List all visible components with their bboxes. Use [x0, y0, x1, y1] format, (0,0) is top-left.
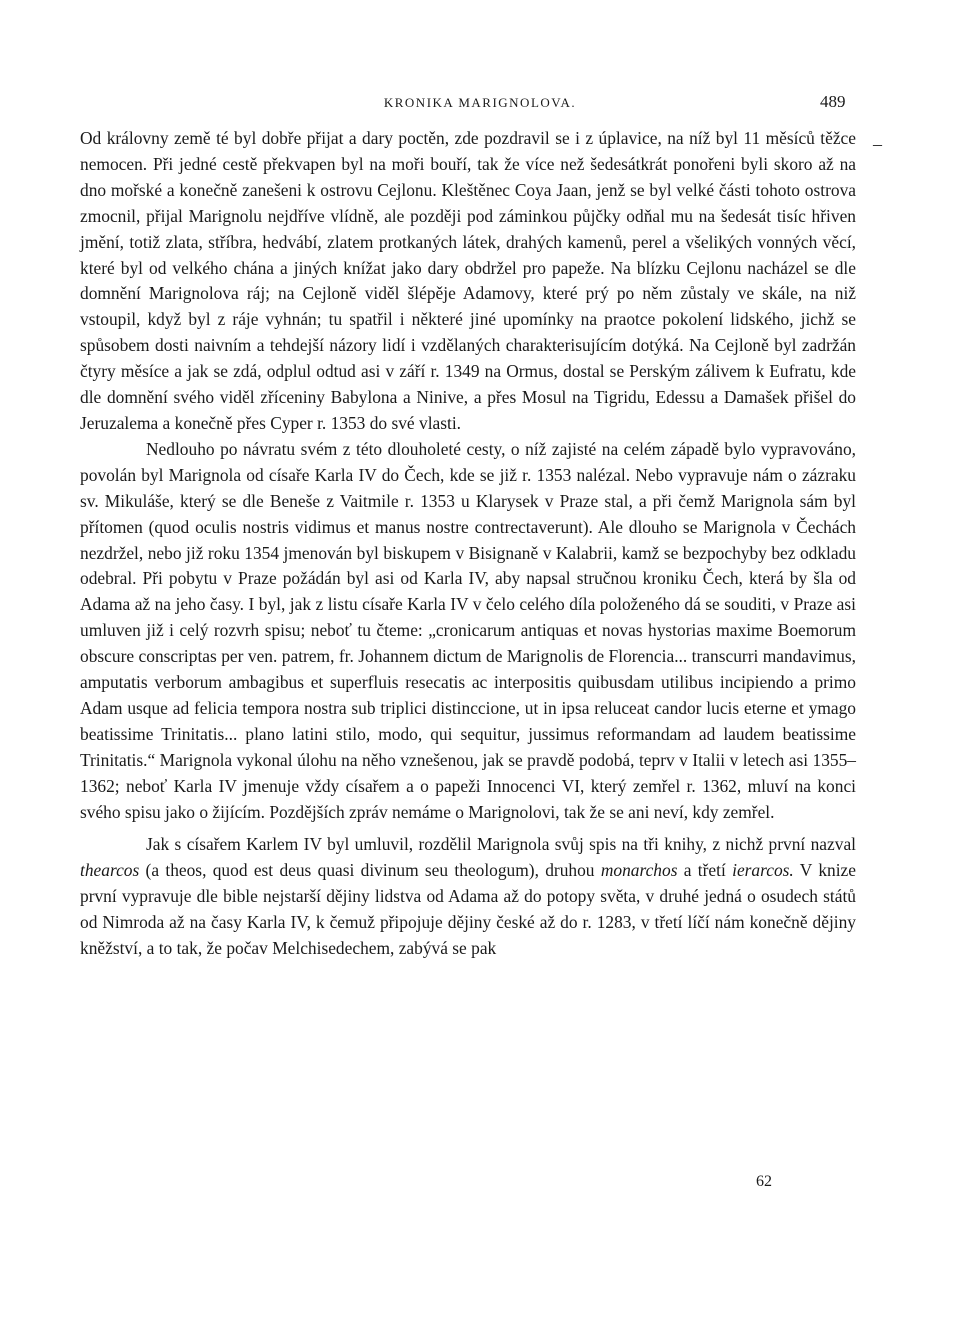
- running-title: KRONIKA MARIGNOLOVA.: [383, 95, 577, 110]
- paragraph-3-part-1: Jak s císařem Karlem IV byl umluvil, rozdělil Marignola svůj spis na tři knihy, z nichž první nazval: [146, 834, 856, 855]
- paragraph-3-part-3: a třetí: [677, 860, 733, 881]
- signature-mark: 62: [756, 1173, 772, 1190]
- page-body: [80, 126, 856, 962]
- paragraph-3-part-2: (a theos, quod est deus quasi divinum seu theologum), druhou: [139, 860, 601, 881]
- page-number: 489: [820, 92, 846, 111]
- paragraph-2: Nedlouho po návratu svém z této dlouholeté cesty, o níž zajisté na celém západě bylo vypravováno, povolán byl Marignola od císaře Karla IV do Čech, kde se již r. 1353 nalézal. Nebo vypravuje nám o zázraku sv. Mikuláše, který se dle Beneše z Vaitmile r. 1353 u Klarysek v Praze stal, a při čemž Marignola sám byl přítomen (quod oculis nostris vidimus et manus nostre contrectaverunt). Ale dlouho se Marignola v Čechách nezdržel, nebo již roku 1354 jmenován byl biskupem v Bisignaně v Kalabrii, kamž se bezpochyby bez odkladu odebral. Při pobytu v Praze požádán byl asi od Karla IV, aby napsal stručnou kroniku Čech, která by šla od Adama až na jeho časy. I byl, jak z listu císaře Karla IV v čelo celého díla položeného dá se souditi, v Praze asi umluven již i celý rozvrh spisu; neboť tu čteme: „cronicarum antiquas et novas hystorias maxime Boemorum obscure conscriptas per ven. patrem, fr. Johannem dictum de Marignolis de Florencia... transcurri mandavimus, amputatis verborum ambagibus et superfluis resecatis ac interpositis quibusdam utilibus incipiendo a primo Adam usque ad felicia tempora nostra sub triplici distinccione, ut in ipsa reluceat candor lucis eterne et ymago beatissime Trinitatis... plano latini stilo, modo, qui sequitur, jussimus reformandam ad laudem beatissime Trinitatis.“ Marignola vykonal úlohu na něho vznešenou, jak se pravdě podobá, teprv v Italii v letech asi 1355–1362; neboť Karla IV jmenuje vždy císařem a o papeži Innocenci VI, který zemřel r. 1362, mluví na konci svého spisu jako o žijícím. Pozdějších zpráv nemáme o Marignolovi, tak že se ani neví, kdy zemřel.: [80, 438, 856, 822]
- margin-mark: –: [873, 134, 882, 154]
- term-thearcos: thearcos: [80, 860, 140, 881]
- term-monarchos: monarchos: [600, 860, 678, 881]
- paragraph-1: Od královny země té byl dobře přijat a dary poctěn, zde pozdravil se i z úplavice, na níž byl 11 měsíců těžce nemocen. Při jedné cestě překvapen byl na moři bouří, tak že více než šedesátkrát ponořeni byli skoro až na dno mořské a konečně zanešeni k ostrovu Cejlonu. Kleštěnec Coya Jaan, jenž se byl velké části tohoto ostrova zmocnil, přijal Marignolu nejdříve vlídně, ale později pod záminkou půjčky odňal mu na šedesát tisíc hřiven jmění, totiž zlata, stříbra, hedvábí, zlatem protkaných látek, drahých kamenů, perel a všelikých vonných věcí, které byl od velkého chána a jiných knížat jako dary obdržel pro papeže. Na blízku Cejlonu nacházel se dle domnění Marignolova ráj; na Cejloně viděl šlépěje Adamovy, které prý po něm zůstaly ve skále, na niž vstoupil, když byl z ráje vyhnán; tu spatřil i některé jiné upomínky na praotce pokolení lidského, jichž se spůsobem dosti naivním a tehdejší názory lidí i vzdělaných charakterisujícím dotýká. Na Cejloně byl zadržán čtyry měsíce a jak se zdá, odplul odtud asi v září r. 1349 na Ormus, dostal se Perským zálivem k Eufratu, kde dle domnění svého viděl zříceniny Babylona a Ninive, a přes Mosul na Tigridu, Edessu a Damašek přišel do Jeruzalema a konečně přes Cyper r. 1353 do své vlasti.: [80, 128, 856, 433]
- paragraph-3-part-4: V knize první vypravuje dle bible nejstarší dějiny lidstva od Adama až do potopy světa, v druhé jedná o osudech států od Nimroda až na časy Karla IV, k čemuž připojuje dějiny české až do r. 1283, v třetí líčí nám konečně dějiny kněžství, a to tak, že počav Melchisedechem, zabývá se pak: [80, 860, 856, 959]
- term-ierarcos: ierarcos.: [732, 860, 794, 881]
- paragraph-3: [80, 832, 856, 962]
